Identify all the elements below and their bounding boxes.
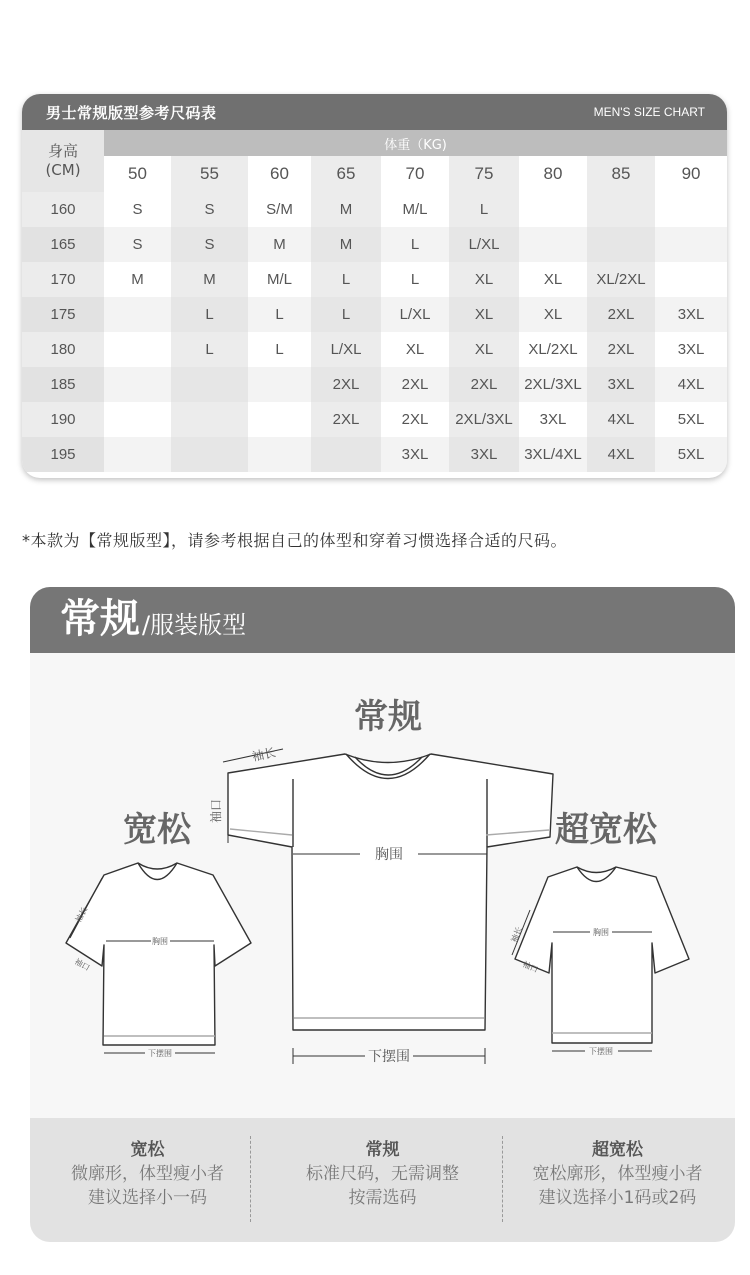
size-cell: M: [311, 192, 381, 227]
weight-value: 50: [104, 156, 171, 192]
size-cell: [104, 437, 171, 472]
size-cell: 5XL: [655, 437, 727, 472]
size-cell: XL: [381, 332, 449, 367]
size-cell: [248, 437, 311, 472]
weight-value: 70: [381, 156, 449, 192]
table-row: [22, 297, 727, 332]
table-row: [22, 367, 727, 402]
size-cell: [171, 437, 248, 472]
size-cell: [519, 192, 587, 227]
size-cell: 3XL: [381, 437, 449, 472]
size-cell: 4XL: [655, 367, 727, 402]
table-row: [22, 402, 727, 437]
regular-tshirt-icon: [228, 754, 553, 1030]
size-cell: 2XL: [449, 367, 519, 402]
size-cell: 5XL: [655, 402, 727, 437]
size-cell: S: [171, 192, 248, 227]
size-cell: S: [104, 227, 171, 262]
size-cell: 4XL: [587, 402, 655, 437]
size-cell: L/XL: [449, 227, 519, 262]
size-cell: L: [311, 262, 381, 297]
height-value: 175: [22, 297, 104, 332]
size-cell: [171, 367, 248, 402]
size-cell: L: [248, 297, 311, 332]
table-row: [22, 192, 727, 227]
size-cell: 2XL: [311, 367, 381, 402]
size-cell: [104, 297, 171, 332]
size-cell: [519, 227, 587, 262]
fit-header: [30, 587, 735, 653]
size-cell: M/L: [248, 262, 311, 297]
oversize-description: 超宽松 宽松廓形，体型瘦小者 建议选择小1码或2码: [532, 1140, 703, 1208]
size-cell: XL/2XL: [587, 262, 655, 297]
size-cell: [655, 227, 727, 262]
size-cell: S/M: [248, 192, 311, 227]
size-chart-title: 男士常规版型参考尺码表: [46, 103, 217, 122]
fit-section: [30, 587, 735, 1242]
loose-description: 宽松 微廓形，体型瘦小者 建议选择小一码: [71, 1140, 224, 1208]
size-cell: M/L: [381, 192, 449, 227]
size-cell: [104, 332, 171, 367]
size-cell: M: [311, 227, 381, 262]
weight-value: 55: [171, 156, 248, 192]
height-value: 185: [22, 367, 104, 402]
oversize-tshirt-icon: [515, 867, 689, 1043]
regular-label: 常规: [354, 697, 422, 737]
height-header: 身高 (CM): [22, 130, 104, 192]
loose-label: 宽松: [123, 810, 191, 850]
weight-value: 65: [311, 156, 381, 192]
regular-cuff-label: 袖口: [209, 798, 223, 823]
height-value: 190: [22, 402, 104, 437]
size-chart: [22, 94, 727, 478]
size-cell: M: [248, 227, 311, 262]
table-row: [22, 437, 727, 472]
weight-value: 80: [519, 156, 587, 192]
loose-cuff-label: 袖口: [73, 956, 92, 973]
size-cell: XL: [519, 262, 587, 297]
fit-note: *本款为【常规版型】，请参考根据自己的体型和穿着习惯选择合适的尺码。: [22, 531, 568, 550]
size-cell: M: [104, 262, 171, 297]
size-cell: XL: [449, 332, 519, 367]
size-table: [22, 130, 727, 472]
size-cell: 2XL: [381, 402, 449, 437]
size-cell: [248, 402, 311, 437]
size-cell: 3XL: [587, 367, 655, 402]
regular-description: 常规 标准尺码，无需调整 按需选码: [306, 1140, 459, 1208]
size-chart-title-en: MEN'S SIZE CHART: [593, 105, 705, 119]
size-cell: [104, 402, 171, 437]
loose-chest-label: 胸围: [152, 937, 168, 946]
loose-sleeve-label: 袖长: [73, 905, 90, 924]
size-cell: [248, 367, 311, 402]
fit-header-subtitle: /服装版型: [142, 611, 247, 639]
table-row: [22, 227, 727, 262]
fit-illustration: [30, 653, 735, 1118]
fit-descriptions: [30, 1118, 735, 1242]
size-cell: [171, 402, 248, 437]
size-cell: XL: [519, 297, 587, 332]
height-value: 170: [22, 262, 104, 297]
size-cell: L: [248, 332, 311, 367]
size-cell: L/XL: [381, 297, 449, 332]
height-value: 180: [22, 332, 104, 367]
divider: [250, 1136, 251, 1222]
weight-values-row: [22, 156, 727, 192]
size-cell: L: [381, 262, 449, 297]
size-cell: 3XL: [449, 437, 519, 472]
weight-value: 85: [587, 156, 655, 192]
size-cell: [655, 192, 727, 227]
regular-sleeve-label: 袖长: [250, 745, 278, 764]
size-cell: [311, 437, 381, 472]
size-cell: 2XL: [311, 402, 381, 437]
size-cell: L: [171, 297, 248, 332]
loose-hem-label: 下摆围: [148, 1049, 172, 1058]
size-cell: 2XL: [587, 297, 655, 332]
size-cell: L: [381, 227, 449, 262]
weight-value: 90: [655, 156, 727, 192]
size-cell: 3XL: [519, 402, 587, 437]
size-cell: 3XL/4XL: [519, 437, 587, 472]
size-cell: 2XL: [587, 332, 655, 367]
weight-value: 60: [248, 156, 311, 192]
size-cell: [587, 192, 655, 227]
size-cell: L: [311, 297, 381, 332]
size-cell: 3XL: [655, 332, 727, 367]
size-cell: [655, 262, 727, 297]
weight-header: 体重（KG): [104, 130, 727, 156]
size-cell: L/XL: [311, 332, 381, 367]
regular-chest-label: 胸围: [375, 847, 403, 863]
size-cell: [587, 227, 655, 262]
size-cell: 2XL: [381, 367, 449, 402]
oversize-label: 超宽松: [555, 810, 657, 850]
size-chart-header: [22, 94, 727, 130]
height-value: 165: [22, 227, 104, 262]
loose-tshirt-icon: [66, 863, 251, 1045]
height-value: 160: [22, 192, 104, 227]
regular-hem-label: 下摆围: [368, 1049, 410, 1065]
size-cell: [104, 367, 171, 402]
weight-value: 75: [449, 156, 519, 192]
size-cell: XL: [449, 297, 519, 332]
size-cell: 4XL: [587, 437, 655, 472]
fit-header-title: 常规: [60, 596, 140, 642]
size-cell: S: [104, 192, 171, 227]
oversize-chest-label: 胸围: [593, 928, 609, 937]
size-cell: 2XL/3XL: [519, 367, 587, 402]
size-cell: S: [171, 227, 248, 262]
size-cell: XL/2XL: [519, 332, 587, 367]
oversize-hem-label: 下摆围: [589, 1047, 613, 1056]
size-cell: L: [449, 192, 519, 227]
oversize-cuff-label: 袖口: [521, 959, 540, 975]
table-row: [22, 332, 727, 367]
size-cell: M: [171, 262, 248, 297]
size-cell: XL: [449, 262, 519, 297]
table-row: [22, 262, 727, 297]
size-cell: 3XL: [655, 297, 727, 332]
size-cell: 2XL/3XL: [449, 402, 519, 437]
height-value: 195: [22, 437, 104, 472]
oversize-sleeve-label: 袖长: [509, 925, 524, 944]
size-cell: L: [171, 332, 248, 367]
